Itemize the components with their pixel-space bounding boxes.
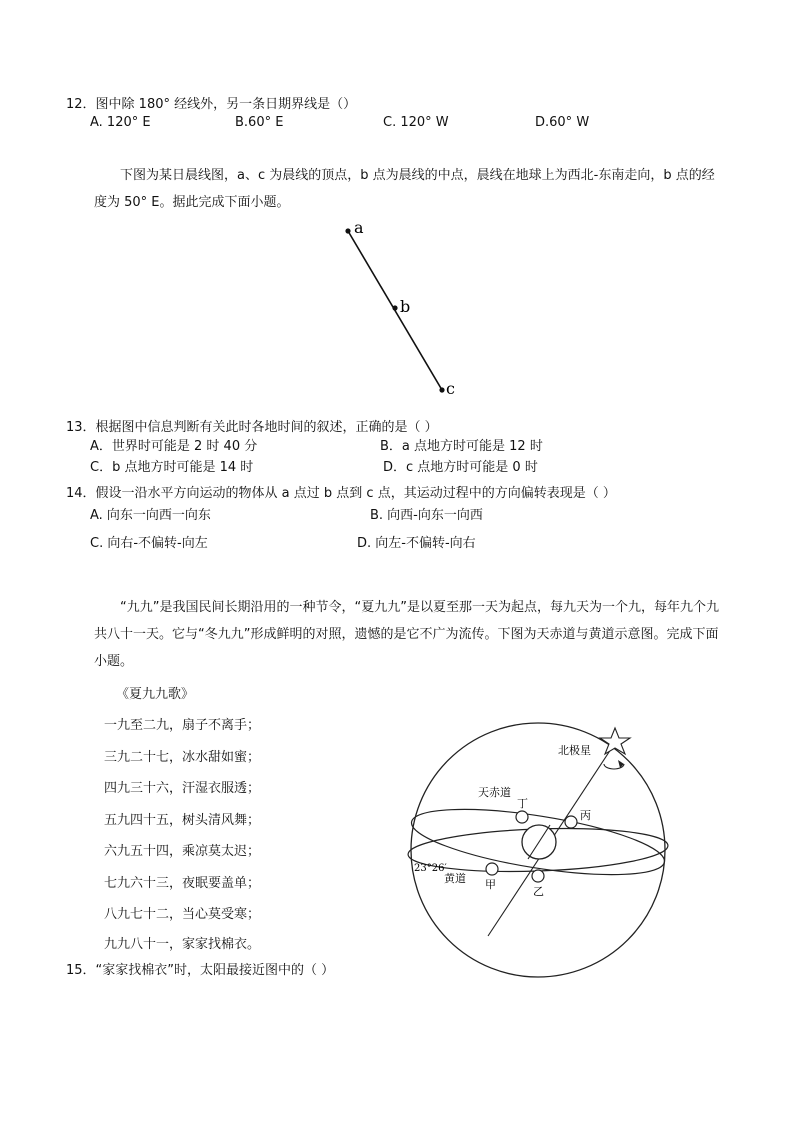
point-a-dot — [345, 228, 350, 233]
poem-line: 五九四十五，树头清风舞； — [104, 813, 261, 828]
poem-line: 七九六十三，夜眠要盖单； — [104, 876, 261, 891]
q12-stem: 12．图中除 180° 经线外，另一条日期界线是（） — [66, 97, 357, 112]
poem-line: 四九三十六，汗湿衣服透； — [104, 781, 261, 796]
celestial-equator-label: 天赤道 — [478, 786, 511, 799]
bing-label: 丙 — [580, 809, 591, 822]
q12-option-a: A. 120° E — [90, 115, 151, 130]
point-c-dot — [439, 387, 444, 392]
q12-option-c: C. 120° W — [383, 115, 449, 130]
poem-line: 九九八十一，家家找棉衣。 — [104, 937, 261, 952]
q13-option-a: A．世界时可能是 2 时 40 分 — [90, 439, 258, 454]
point-a-label: a — [354, 218, 364, 237]
polaris-label: 北极星 — [558, 744, 591, 757]
q14-option-a: A. 向东一向西一向东 — [90, 508, 211, 523]
q12-option-b: B.60° E — [235, 115, 284, 130]
jia-label: 甲 — [485, 878, 496, 891]
q12-option-d: D.60° W — [535, 115, 590, 130]
point-b-dot — [392, 305, 397, 310]
sun-position-yi — [532, 870, 544, 882]
passage-jiujiu: “九九”是我国民间长期沿用的一种节令，“夏九九”是以夏至那一天为起点，每九天为一个九，每年九个九共八十一天。它与“冬九九”形成鲜明的对照，遗憾的是它不广为流传。下图为天赤道与黄道示意图。完成下面小题。 — [94, 600, 719, 669]
q13-stem: 13．根据图中信息判断有关此时各地时间的叙述，正确的是（ ） — [66, 420, 438, 435]
sun-position-jia — [486, 863, 498, 875]
q14-stem: 14．假设一沿水平方向运动的物体从 a 点过 b 点到 c 点，其运动过程中的方向偏转表现是（ ） — [66, 486, 616, 501]
q15-stem: 15．“家家找棉衣”时，太阳最接近图中的（ ） — [66, 963, 335, 978]
q14-option-d: D. 向左-不偏转-向右 — [357, 536, 476, 551]
ding-label: 丁 — [517, 797, 528, 810]
q13-option-b: B．a 点地方时可能是 12 时 — [380, 439, 543, 454]
yi-label: 乙 — [533, 885, 544, 898]
q14-option-b: B. 向西-向东一向西 — [370, 508, 483, 523]
poem-line: 三九二十七，冰水甜如蜜； — [104, 750, 261, 765]
sun-position-bing — [565, 816, 577, 828]
polaris-star-icon — [600, 728, 630, 754]
sun-position-ding — [516, 811, 528, 823]
passage-terminator: 下图为某日晨线图，a、c 为晨线的顶点，b 点为晨线的中点，晨线在地球上为西北-东南走向，b 点的经度为 50° E。据此完成下面小题。 — [94, 168, 715, 210]
obliquity-angle-label: 23°26′ — [414, 863, 447, 874]
point-c-label: c — [446, 379, 455, 398]
terminator-figure — [330, 218, 470, 398]
q13-option-d: D．c 点地方时可能是 0 时 — [383, 460, 538, 475]
celestial-sphere-figure — [400, 718, 680, 980]
ecliptic-label: 黄道 — [444, 872, 466, 885]
q13-option-c: C．b 点地方时可能是 14 时 — [90, 460, 254, 475]
poem-line: 一九至二九，扇子不离手； — [104, 718, 261, 733]
q14-option-c: C. 向右-不偏转-向左 — [90, 536, 208, 551]
poem-line: 六九五十四，乘凉莫太迟； — [104, 844, 261, 859]
poem-line: 八九七十二，当心莫受寒； — [104, 907, 261, 922]
poem-title: 《夏九九歌》 — [116, 687, 195, 702]
point-b-label: b — [400, 297, 411, 316]
